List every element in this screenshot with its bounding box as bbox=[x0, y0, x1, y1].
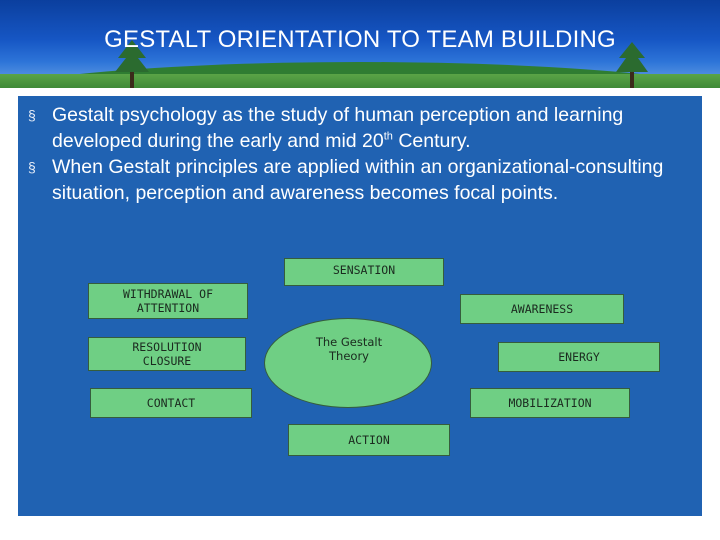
node-contact: CONTACT bbox=[90, 388, 252, 418]
bullet-list bbox=[28, 102, 708, 206]
bullet-superscript: th bbox=[383, 130, 393, 143]
node-awareness: AWARENESS bbox=[460, 294, 624, 324]
header-grass bbox=[0, 74, 720, 88]
center-gestalt-theory bbox=[264, 318, 432, 408]
center-label: The Gestalt Theory bbox=[315, 335, 383, 363]
slide-title: GESTALT ORIENTATION TO TEAM BUILDING bbox=[104, 26, 616, 53]
node-sensation: SENSATION bbox=[284, 258, 444, 286]
bullet-item bbox=[28, 154, 708, 206]
bullet-text: When Gestalt principles are applied within an organizational-consulting situation, perception and awareness becomes focal points. bbox=[52, 156, 664, 204]
bullet-marker: § bbox=[28, 159, 36, 175]
bullet-marker: § bbox=[28, 107, 36, 123]
bullet-text: Gestalt psychology as the study of human perception and learning developed during the early and mid 20 bbox=[52, 104, 624, 152]
bullet-text-end: Century. bbox=[392, 130, 471, 152]
node-energy: ENERGY bbox=[498, 342, 660, 372]
node-action: ACTION bbox=[288, 424, 450, 456]
slide-header bbox=[0, 0, 720, 88]
node-withdrawal-of-attention: WITHDRAWAL OF ATTENTION bbox=[88, 283, 248, 319]
bullet-item bbox=[28, 102, 708, 154]
node-mobilization: MOBILIZATION bbox=[470, 388, 630, 418]
node-resolution-closure: RESOLUTION CLOSURE bbox=[88, 337, 246, 371]
